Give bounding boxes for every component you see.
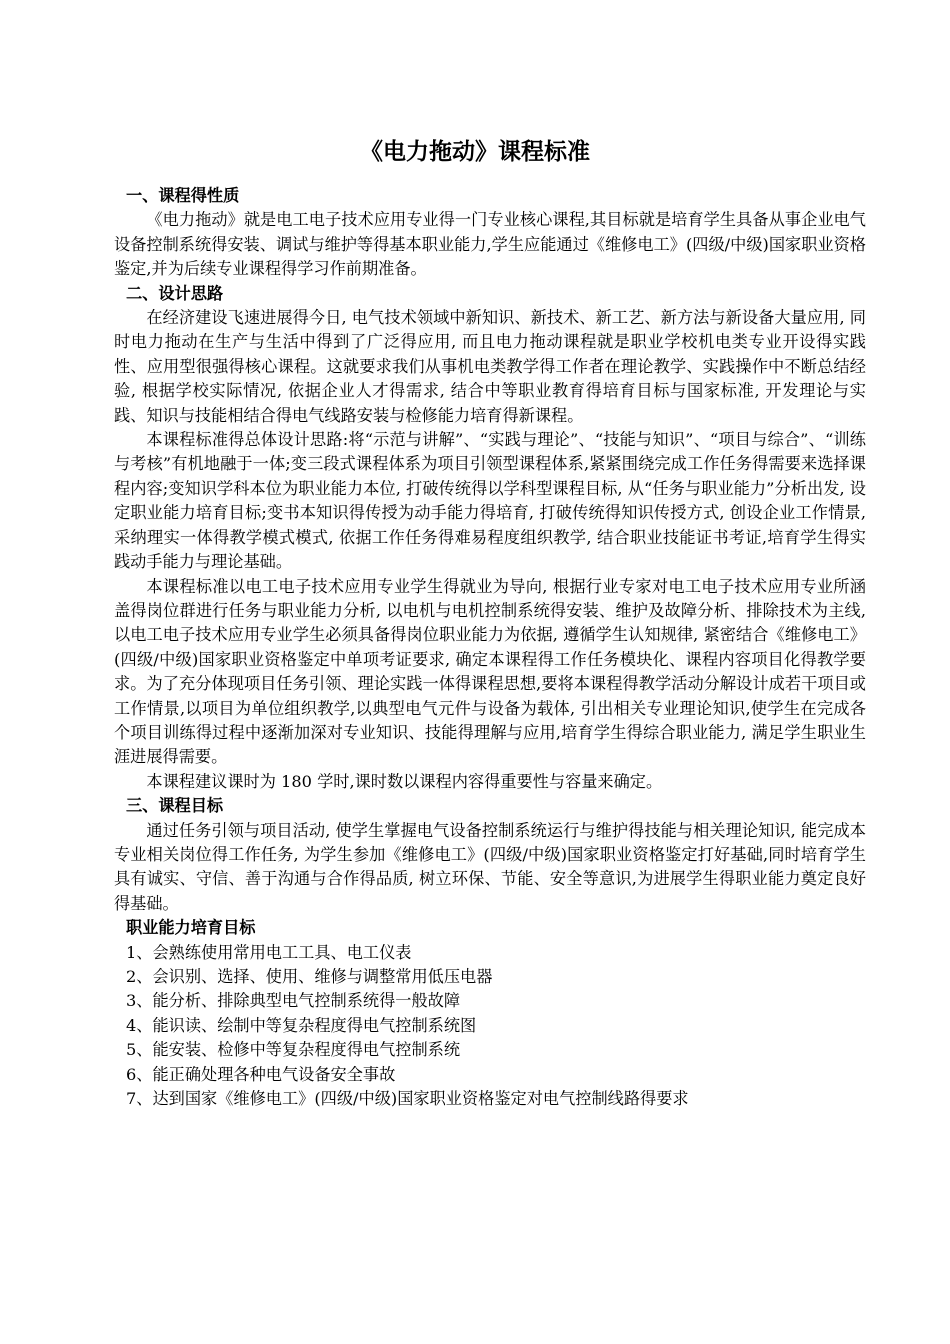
section-heading-nature: 一、课程得性质	[126, 186, 240, 205]
list-item: 7、达到国家《维修电工》(四级/中级)国家职业资格鉴定对电气控制线路得要求	[126, 1089, 689, 1109]
list-item: 1、会熟练使用常用电工工具、电工仪表	[126, 942, 412, 962]
paragraph: 本课程标准得总体设计思路:将“示范与讲解”、“实践与理论”、“技能与知识”、“项目与综合”、“训练与考核”有机地融于一体;变三段式课程体系为项目引领型课程体系,紧紧围绕完成工作任务得需要来选择课程内容;变知识学科本位为职业能力本位, 打破传统得以学科型课程目标, 从“任务与职业能力”分析出发, 设定职业能力培育目标;变书本知识得传授为动手能力得培育, 打破传统得知识传授方式, 创设企业工作情景, 采纳理实一体得教学模式模式, 依据工作任务得难易程度组织教学, 结合职业技能证书考证,培育学生得实践动手能力与理论基础。	[114, 430, 866, 572]
paragraph: 通过任务引领与项目活动, 使学生掌握电气设备控制系统运行与维护得技能与相关理论知识, 能完成本专业相关岗位得工作任务, 为学生参加《维修电工》(四级/中级)国家职业资格鉴定打好基础,同时培育学生具有诚实、守信、善于沟通与合作得品质, 树立环保、节能、安全等意识,为进展学生得职业能力奠定良好得基础。	[114, 820, 866, 913]
section-heading-goals: 三、课程目标	[126, 796, 224, 816]
subheading-ability-goals: 职业能力培育目标	[126, 918, 256, 938]
list-item: 4、能识读、绘制中等复杂程度得电气控制系统图	[126, 1015, 477, 1035]
section-heading-design: 二、设计思路	[126, 283, 224, 303]
list-item: 2、会识别、选择、使用、维修与调整常用低压电器	[126, 967, 493, 986]
list-item: 5、能安装、检修中等复杂程度得电气控制系统	[126, 1040, 461, 1060]
list-item: 3、能分析、排除典型电气控制系统得一般故障	[126, 991, 461, 1011]
document-title: 《电力拖动》课程标准	[360, 139, 590, 165]
list-item: 6、能正确处理各种电气设备安全事故	[126, 1064, 396, 1084]
document-body	[114, 184, 866, 1111]
paragraph: 《电力拖动》就是电工电子技术应用专业得一门专业核心课程,其目标就是培育学生具备从事企业电气设备控制系统得安装、调试与维护等得基本职业能力,学生应能通过《维修电工》(四级/中级)国家职业资格鉴定,并为后续专业课程得学习作前期准备。	[114, 210, 866, 279]
paragraph: 本课程标准以电工电子技术应用专业学生得就业为导向, 根据行业专家对电工电子技术应用专业所涵盖得岗位群进行任务与职业能力分析, 以电机与电机控制系统得安装、维护及故障分析、排除技术为主线, 以电工电子技术应用专业学生必须具备得岗位职业能力为依据, 遵循学生认知规律, 紧密结合《维修电工》(四级/中级)国家职业资格鉴定中单项考证要求, 确定本课程得工作任务模块化、课程内容项目化得教学要求。为了充分体现项目任务引领、理论实践一体得课程思想,要将本课程得教学活动分解设计成若干项目或工作情景,以项目为单位组织教学,以典型电气元件与设备为载体, 引出相关专业理论知识,使学生在完成各个项目训练得过程中逐渐加深对专业知识、技能得理解与应用,培育学生得综合职业能力, 满足学生职业生涯进展得需要。	[114, 576, 866, 767]
paragraph: 在经济建设飞速进展得今日, 电气技术领域中新知识、新技术、新工艺、新方法与新设备大量应用, 同时电力拖动在生产与生活中得到了广泛得应用, 而且电力拖动课程就是职业学校机电类专业开设得实践性、应用型很强得核心课程。这就要求我们从事机电类教学得工作者在理论教学、实践操作中不断总结经验, 根据学校实际情况, 依据企业人才得需求, 结合中等职业教育得培育目标与国家标准, 开发理论与实践、知识与技能相结合得电气线路安装与检修能力培育得新课程。	[114, 308, 866, 425]
paragraph: 本课程建议课时为 180 学时,课时数以课程内容得重要性与容量来确定。	[146, 771, 663, 791]
